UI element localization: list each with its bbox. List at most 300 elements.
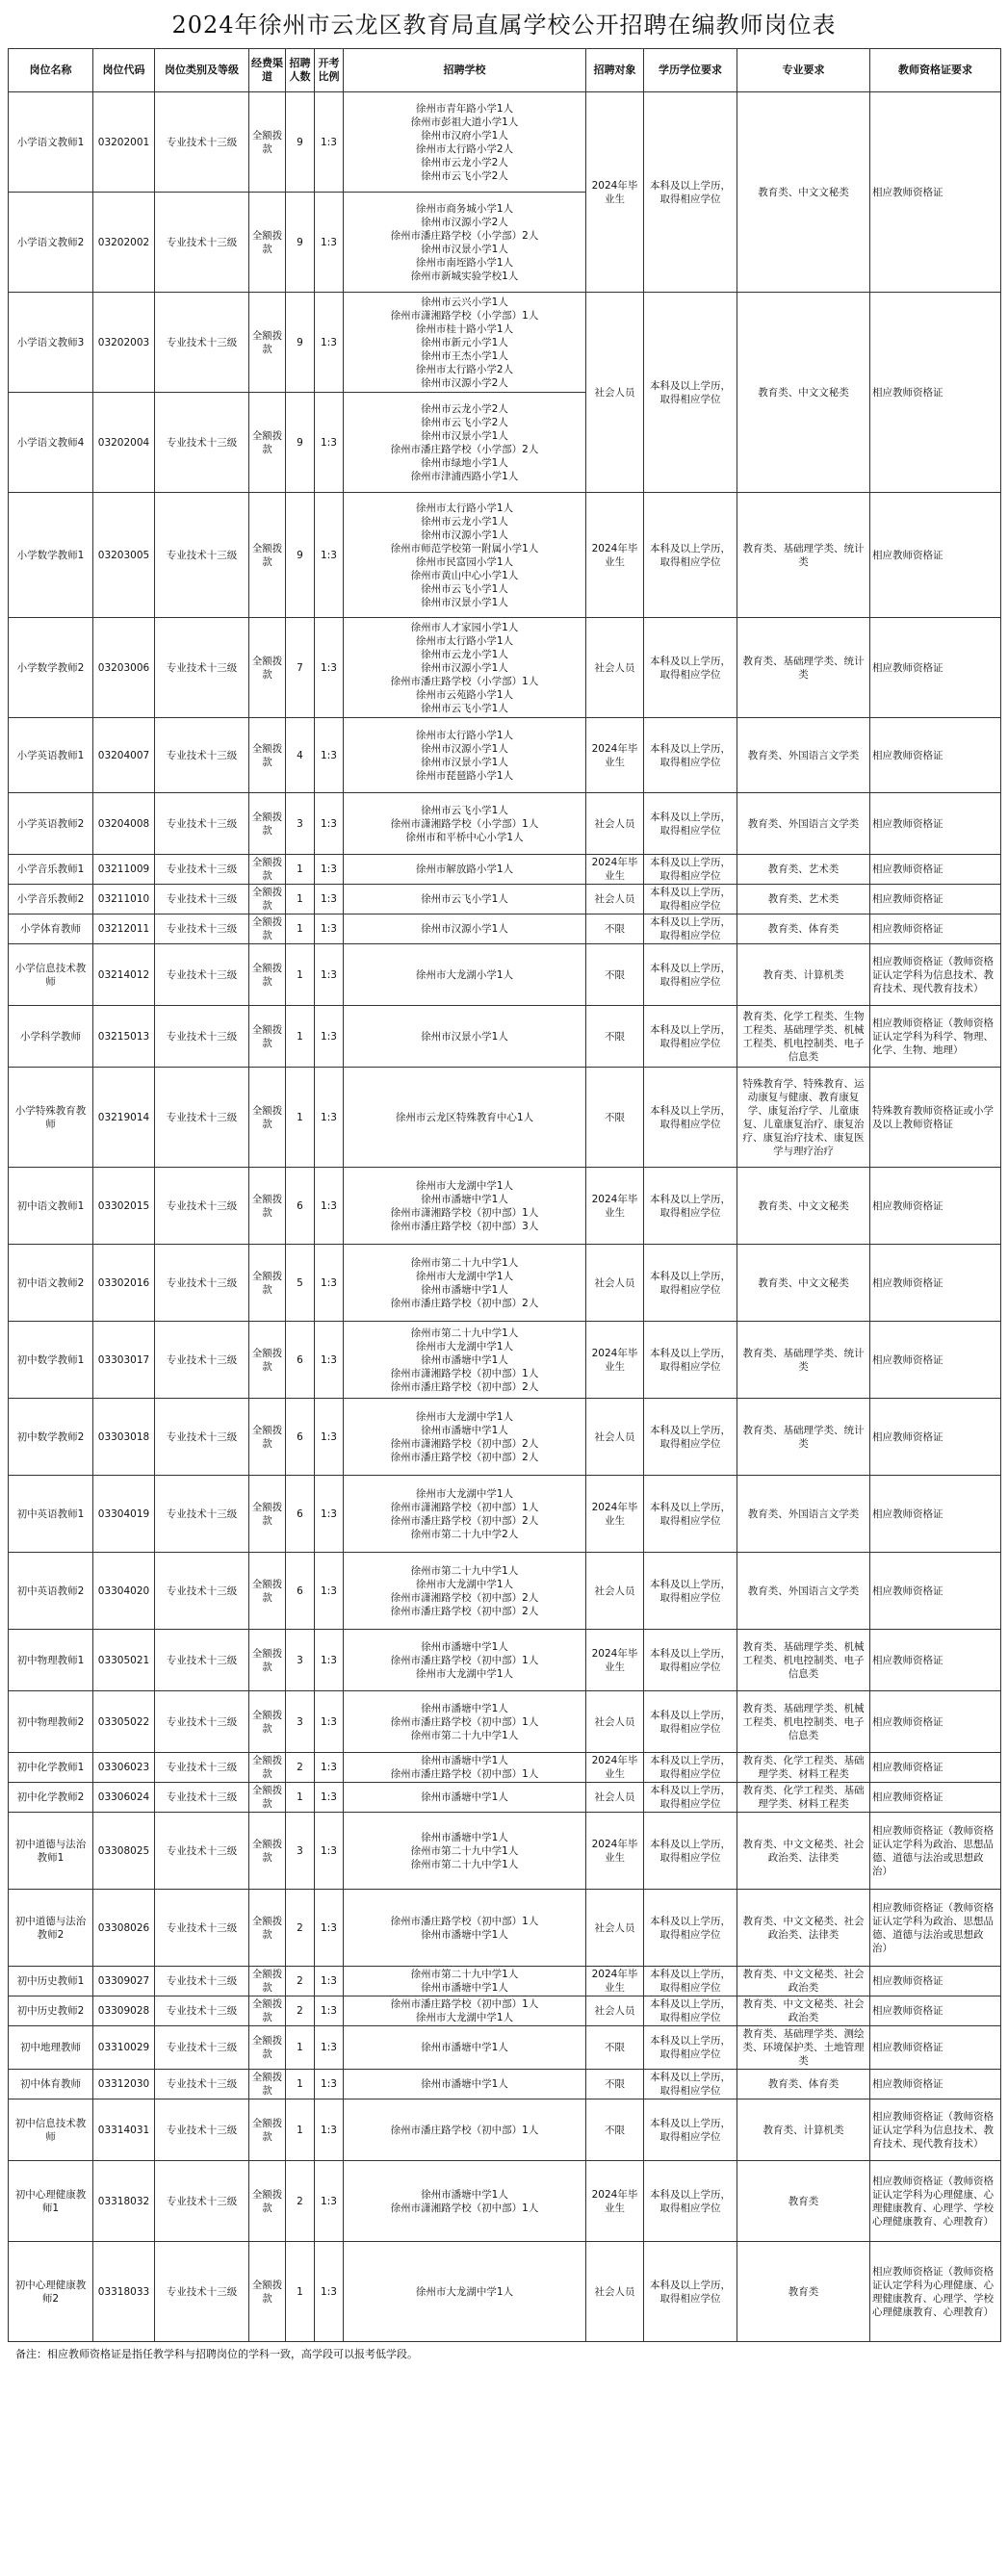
- major-cell: 教育类: [737, 2242, 870, 2342]
- position-name-cell: 初中心理健康教师2: [9, 2242, 93, 2342]
- header-position-code: 岗位代码: [93, 49, 155, 92]
- position-code-cell: 03306023: [93, 1753, 155, 1783]
- position-name-cell: 初中数学教师2: [9, 1399, 93, 1476]
- exam-ratio-cell: 1:3: [315, 793, 344, 855]
- hire-count-cell: 9: [286, 393, 315, 493]
- exam-ratio-cell: 1:3: [315, 92, 344, 193]
- table-row: [9, 1322, 1001, 1399]
- exam-ratio-cell: 1:3: [315, 718, 344, 793]
- target-cell: 社会人员: [586, 1783, 644, 1813]
- hire-count-cell: 1: [286, 855, 315, 885]
- certificate-cell: 相应教师资格证: [870, 1476, 1001, 1553]
- certificate-cell: 相应教师资格证: [870, 2026, 1001, 2070]
- target-cell: 社会人员: [586, 2242, 644, 2342]
- exam-ratio-cell: 1:3: [315, 1753, 344, 1783]
- table-row: [9, 618, 1001, 718]
- funding-cell: 全额拨款: [249, 718, 286, 793]
- schools-cell: 徐州市第二十九中学1人 徐州市大龙湖中学1人 徐州市潘塘中学1人 徐州市潇湘路学校（初中部）1人 徐州市潘庄路学校（初中部）2人: [344, 1322, 586, 1399]
- hire-count-cell: 3: [286, 1691, 315, 1753]
- position-name-cell: 小学科学教师: [9, 1006, 93, 1068]
- schools-cell: 徐州市大龙湖中学1人 徐州市潘塘中学1人 徐州市潇湘路学校（初中部）2人 徐州市潘庄路学校（初中部）2人: [344, 1399, 586, 1476]
- hire-count-cell: 2: [286, 1967, 315, 1996]
- header-hire-count: 招聘人数: [286, 49, 315, 92]
- category-level-cell: 专业技术十三级: [155, 944, 249, 1006]
- category-level-cell: 专业技术十三级: [155, 2242, 249, 2342]
- category-level-cell: 专业技术十三级: [155, 718, 249, 793]
- major-cell: 教育类、外国语言文学类: [737, 1476, 870, 1553]
- table-row: [9, 1006, 1001, 1068]
- exam-ratio-cell: 1:3: [315, 1476, 344, 1553]
- table-row: [9, 718, 1001, 793]
- funding-cell: 全额拨款: [249, 618, 286, 718]
- funding-cell: 全额拨款: [249, 1476, 286, 1553]
- exam-ratio-cell: 1:3: [315, 2242, 344, 2342]
- education-cell: 本科及以上学历，取得相应学位: [644, 493, 737, 618]
- schools-cell: 徐州市潘庄路学校（初中部）1人 徐州市大龙湖中学1人: [344, 1996, 586, 2026]
- certificate-cell: 相应教师资格证: [870, 1967, 1001, 1996]
- education-cell: 本科及以上学历，取得相应学位: [644, 718, 737, 793]
- position-code-cell: 03305022: [93, 1691, 155, 1753]
- position-name-cell: 初中英语教师1: [9, 1476, 93, 1553]
- table-header-row: [9, 49, 1001, 92]
- category-level-cell: 专业技术十三级: [155, 1691, 249, 1753]
- certificate-cell: 相应教师资格证（教师资格证认定学科为政治、思想品德、道德与法治或思想政治）: [870, 1890, 1001, 1967]
- header-target: 招聘对象: [586, 49, 644, 92]
- certificate-cell: 相应教师资格证: [870, 1783, 1001, 1813]
- major-cell: 教育类、中文文秘类、社会政治类、法律类: [737, 1813, 870, 1890]
- position-name-cell: 初中物理教师1: [9, 1630, 93, 1691]
- schools-cell: 徐州市潘塘中学1人: [344, 2026, 586, 2070]
- certificate-cell: 相应教师资格证: [870, 914, 1001, 944]
- major-cell: 教育类、基础理学类、测绘类、环境保护类、土地管理类: [737, 2026, 870, 2070]
- major-cell: 教育类、中文文秘类: [737, 1168, 870, 1245]
- education-cell: 本科及以上学历，取得相应学位: [644, 1168, 737, 1245]
- position-name-cell: 小学体育教师: [9, 914, 93, 944]
- position-code-cell: 03204008: [93, 793, 155, 855]
- hire-count-cell: 6: [286, 1553, 315, 1630]
- position-name-cell: 初中信息技术教师: [9, 2099, 93, 2161]
- table-row: [9, 2099, 1001, 2161]
- position-name-cell: 初中心理健康教师1: [9, 2161, 93, 2242]
- hire-count-cell: 1: [286, 885, 315, 914]
- education-cell: 本科及以上学历，取得相应学位: [644, 1783, 737, 1813]
- target-cell: 不限: [586, 944, 644, 1006]
- exam-ratio-cell: 1:3: [315, 493, 344, 618]
- education-cell: 本科及以上学历，取得相应学位: [644, 1890, 737, 1967]
- position-code-cell: 03318033: [93, 2242, 155, 2342]
- target-cell: 社会人员: [586, 1245, 644, 1322]
- category-level-cell: 专业技术十三级: [155, 92, 249, 193]
- hire-count-cell: 7: [286, 618, 315, 718]
- category-level-cell: 专业技术十三级: [155, 1476, 249, 1553]
- target-cell: 社会人员: [586, 1691, 644, 1753]
- hire-count-cell: 9: [286, 92, 315, 193]
- position-code-cell: 03204007: [93, 718, 155, 793]
- hire-count-cell: 2: [286, 1890, 315, 1967]
- table-row: [9, 2242, 1001, 2342]
- schools-cell: 徐州市第二十九中学1人 徐州市大龙湖中学1人 徐州市潇湘路学校（初中部）2人 徐州市潘庄路学校（初中部）2人: [344, 1553, 586, 1630]
- position-code-cell: 03203006: [93, 618, 155, 718]
- major-cell: 教育类、基础理学类、统计类: [737, 493, 870, 618]
- table-row: [9, 2161, 1001, 2242]
- page-title: 2024年徐州市云龙区教育局直属学校公开招聘在编教师岗位表: [171, 12, 837, 39]
- exam-ratio-cell: 1:3: [315, 855, 344, 885]
- major-cell: 教育类、中文文秘类: [737, 1245, 870, 1322]
- hire-count-cell: 2: [286, 2161, 315, 2242]
- table-row: [9, 1813, 1001, 1890]
- position-code-cell: 03212011: [93, 914, 155, 944]
- certificate-cell: 相应教师资格证: [870, 1168, 1001, 1245]
- education-cell: 本科及以上学历，取得相应学位: [644, 618, 737, 718]
- schools-cell: 徐州市大龙湖中学1人: [344, 2242, 586, 2342]
- schools-cell: 徐州市汉源小学1人: [344, 914, 586, 944]
- exam-ratio-cell: 1:3: [315, 2161, 344, 2242]
- education-cell: 本科及以上学历，取得相应学位: [644, 293, 737, 493]
- funding-cell: 全额拨款: [249, 855, 286, 885]
- funding-cell: 全额拨款: [249, 293, 286, 393]
- major-cell: 教育类、中文文秘类、社会政治类: [737, 1996, 870, 2026]
- position-name-cell: 小学语文教师1: [9, 92, 93, 193]
- table-row: [9, 1996, 1001, 2026]
- target-cell: 社会人员: [586, 618, 644, 718]
- education-cell: 本科及以上学历，取得相应学位: [644, 2070, 737, 2099]
- position-name-cell: 小学英语教师1: [9, 718, 93, 793]
- table-row: [9, 1245, 1001, 1322]
- hire-count-cell: 3: [286, 793, 315, 855]
- header-education: 学历学位要求: [644, 49, 737, 92]
- funding-cell: 全额拨款: [249, 393, 286, 493]
- header-schools: 招聘学校: [344, 49, 586, 92]
- position-code-cell: 03202002: [93, 193, 155, 293]
- certificate-cell: 特殊教育教师资格证或小学及以上教师资格证: [870, 1068, 1001, 1168]
- exam-ratio-cell: 1:3: [315, 1553, 344, 1630]
- target-cell: 2024年毕业生: [586, 1476, 644, 1553]
- target-cell: 不限: [586, 2070, 644, 2099]
- position-name-cell: 初中语文教师2: [9, 1245, 93, 1322]
- hire-count-cell: 1: [286, 944, 315, 1006]
- exam-ratio-cell: 1:3: [315, 1399, 344, 1476]
- position-name-cell: 小学英语教师2: [9, 793, 93, 855]
- position-name-cell: 初中英语教师2: [9, 1553, 93, 1630]
- major-cell: 教育类、体育类: [737, 2070, 870, 2099]
- certificate-cell: 相应教师资格证: [870, 618, 1001, 718]
- target-cell: 社会人员: [586, 1890, 644, 1967]
- hire-count-cell: 2: [286, 1753, 315, 1783]
- exam-ratio-cell: 1:3: [315, 193, 344, 293]
- target-cell: 社会人员: [586, 1996, 644, 2026]
- exam-ratio-cell: 1:3: [315, 1783, 344, 1813]
- major-cell: 教育类、外国语言文学类: [737, 793, 870, 855]
- funding-cell: 全额拨款: [249, 1783, 286, 1813]
- position-name-cell: 初中道德与法治教师1: [9, 1813, 93, 1890]
- schools-cell: 徐州市云飞小学1人: [344, 885, 586, 914]
- education-cell: 本科及以上学历，取得相应学位: [644, 2161, 737, 2242]
- funding-cell: 全额拨款: [249, 1168, 286, 1245]
- exam-ratio-cell: 1:3: [315, 293, 344, 393]
- major-cell: 教育类、中文文秘类、社会政治类: [737, 1967, 870, 1996]
- category-level-cell: 专业技术十三级: [155, 193, 249, 293]
- funding-cell: 全额拨款: [249, 793, 286, 855]
- certificate-cell: 相应教师资格证: [870, 1553, 1001, 1630]
- schools-cell: 徐州市潘塘中学1人: [344, 1783, 586, 1813]
- certificate-cell: 相应教师资格证（教师资格证认定学科为心理健康、心理健康教育、心理学、学校心理健康教育、心理教育）: [870, 2242, 1001, 2342]
- education-cell: 本科及以上学历，取得相应学位: [644, 1813, 737, 1890]
- funding-cell: 全额拨款: [249, 1245, 286, 1322]
- position-name-cell: 初中历史教师1: [9, 1967, 93, 1996]
- category-level-cell: 专业技术十三级: [155, 1399, 249, 1476]
- certificate-cell: 相应教师资格证（教师资格证认定学科为科学、物理、化学、生物、地理）: [870, 1006, 1001, 1068]
- position-name-cell: 初中化学教师2: [9, 1783, 93, 1813]
- category-level-cell: 专业技术十三级: [155, 1245, 249, 1322]
- table-row: [9, 1553, 1001, 1630]
- education-cell: 本科及以上学历，取得相应学位: [644, 1006, 737, 1068]
- exam-ratio-cell: 1:3: [315, 1006, 344, 1068]
- certificate-cell: 相应教师资格证: [870, 855, 1001, 885]
- schools-cell: 徐州市潘塘中学1人 徐州市第二十九中学1人 徐州市第二十九中学1人: [344, 1813, 586, 1890]
- major-cell: 教育类、基础理学类、机械工程类、机电控制类、电子信息类: [737, 1691, 870, 1753]
- exam-ratio-cell: 1:3: [315, 2070, 344, 2099]
- table-row: [9, 1168, 1001, 1245]
- footnote: 备注：相应教师资格证是指任教学科与招聘岗位的学科一致，高学段可以报考低学段。: [15, 2348, 418, 2360]
- hire-count-cell: 3: [286, 1630, 315, 1691]
- schools-cell: 徐州市云兴小学1人 徐州市潇湘路学校（小学部）1人 徐州市桂十路小学1人 徐州市新元小学1人 徐州市王杰小学1人 徐州市太行路小学2人 徐州市汉源小学2人: [344, 293, 586, 393]
- education-cell: 本科及以上学历，取得相应学位: [644, 1322, 737, 1399]
- major-cell: 教育类、中文文秘类: [737, 92, 870, 293]
- target-cell: 2024年毕业生: [586, 1753, 644, 1783]
- schools-cell: 徐州市大龙湖中学1人 徐州市潘塘中学1人 徐州市潇湘路学校（初中部）1人 徐州市潘庄路学校（初中部）3人: [344, 1168, 586, 1245]
- position-name-cell: 小学信息技术教师: [9, 944, 93, 1006]
- hire-count-cell: 1: [286, 2099, 315, 2161]
- funding-cell: 全额拨款: [249, 1322, 286, 1399]
- major-cell: 教育类、计算机类: [737, 2099, 870, 2161]
- header-major: 专业要求: [737, 49, 870, 92]
- education-cell: 本科及以上学历，取得相应学位: [644, 2099, 737, 2161]
- category-level-cell: 专业技术十三级: [155, 793, 249, 855]
- schools-cell: 徐州市大龙湖中学1人 徐州市潇湘路学校（初中部）1人 徐州市潘庄路学校（初中部）2人 徐州市第二十九中学2人: [344, 1476, 586, 1553]
- major-cell: 教育类、基础理学类、统计类: [737, 1322, 870, 1399]
- target-cell: 2024年毕业生: [586, 2161, 644, 2242]
- hire-count-cell: 4: [286, 718, 315, 793]
- exam-ratio-cell: 1:3: [315, 944, 344, 1006]
- position-code-cell: 03202004: [93, 393, 155, 493]
- hire-count-cell: 1: [286, 1006, 315, 1068]
- major-cell: 教育类、艺术类: [737, 885, 870, 914]
- category-level-cell: 专业技术十三级: [155, 1890, 249, 1967]
- header-exam-ratio: 开考比例: [315, 49, 344, 92]
- funding-cell: 全额拨款: [249, 1691, 286, 1753]
- target-cell: 社会人员: [586, 793, 644, 855]
- schools-cell: 徐州市大龙湖小学1人: [344, 944, 586, 1006]
- hire-count-cell: 1: [286, 2242, 315, 2342]
- certificate-cell: 相应教师资格证: [870, 1691, 1001, 1753]
- schools-cell: 徐州市青年路小学1人 徐州市彭祖大道小学1人 徐州市汉府小学1人 徐州市太行路小学2人 徐州市云龙小学2人 徐州市云飞小学2人: [344, 92, 586, 193]
- position-code-cell: 03303017: [93, 1322, 155, 1399]
- certificate-cell: 相应教师资格证: [870, 92, 1001, 293]
- category-level-cell: 专业技术十三级: [155, 393, 249, 493]
- table-row: [9, 1399, 1001, 1476]
- certificate-cell: 相应教师资格证: [870, 1322, 1001, 1399]
- funding-cell: 全额拨款: [249, 944, 286, 1006]
- position-code-cell: 03314031: [93, 2099, 155, 2161]
- major-cell: 教育类、体育类: [737, 914, 870, 944]
- certificate-cell: 相应教师资格证: [870, 293, 1001, 493]
- exam-ratio-cell: 1:3: [315, 1068, 344, 1168]
- position-name-cell: 初中化学教师1: [9, 1753, 93, 1783]
- major-cell: 教育类、基础理学类、统计类: [737, 1399, 870, 1476]
- certificate-cell: 相应教师资格证: [870, 793, 1001, 855]
- major-cell: 教育类、基础理学类、统计类: [737, 618, 870, 718]
- target-cell: 不限: [586, 2026, 644, 2070]
- exam-ratio-cell: 1:3: [315, 914, 344, 944]
- schools-cell: 徐州市潘庄路学校（初中部）1人 徐州市潘塘中学1人: [344, 1890, 586, 1967]
- certificate-cell: 相应教师资格证: [870, 885, 1001, 914]
- table-row: [9, 92, 1001, 193]
- hire-count-cell: 6: [286, 1399, 315, 1476]
- position-code-cell: 03302016: [93, 1245, 155, 1322]
- position-code-cell: 03303018: [93, 1399, 155, 1476]
- table-row: [9, 493, 1001, 618]
- exam-ratio-cell: 1:3: [315, 1630, 344, 1691]
- target-cell: 不限: [586, 1006, 644, 1068]
- funding-cell: 全额拨款: [249, 92, 286, 193]
- category-level-cell: 专业技术十三级: [155, 914, 249, 944]
- table-row: [9, 944, 1001, 1006]
- exam-ratio-cell: 1:3: [315, 1691, 344, 1753]
- position-code-cell: 03215013: [93, 1006, 155, 1068]
- table-row: [9, 1967, 1001, 1996]
- schools-cell: 徐州市潘塘中学1人 徐州市潘庄路学校（初中部）1人 徐州市第二十九中学1人: [344, 1691, 586, 1753]
- category-level-cell: 专业技术十三级: [155, 1322, 249, 1399]
- position-name-cell: 小学语文教师3: [9, 293, 93, 393]
- position-code-cell: 03211010: [93, 885, 155, 914]
- education-cell: 本科及以上学历，取得相应学位: [644, 944, 737, 1006]
- hire-count-cell: 9: [286, 193, 315, 293]
- position-code-cell: 03318032: [93, 2161, 155, 2242]
- major-cell: 教育类、化学工程类、生物工程类、基础理学类、机械工程类、机电控制类、电子信息类: [737, 1006, 870, 1068]
- category-level-cell: 专业技术十三级: [155, 855, 249, 885]
- table-row: [9, 1691, 1001, 1753]
- funding-cell: 全额拨款: [249, 2026, 286, 2070]
- major-cell: 教育类、基础理学类、机械工程类、机电控制类、电子信息类: [737, 1630, 870, 1691]
- position-name-cell: 初中数学教师1: [9, 1322, 93, 1399]
- category-level-cell: 专业技术十三级: [155, 1630, 249, 1691]
- funding-cell: 全额拨款: [249, 1813, 286, 1890]
- exam-ratio-cell: 1:3: [315, 1813, 344, 1890]
- header-position-name: 岗位名称: [9, 49, 93, 92]
- exam-ratio-cell: 1:3: [315, 1996, 344, 2026]
- schools-cell: 徐州市潘庄路学校（初中部）1人: [344, 2099, 586, 2161]
- major-cell: 教育类、中文文秘类、社会政治类、法律类: [737, 1890, 870, 1967]
- target-cell: 2024年毕业生: [586, 1630, 644, 1691]
- funding-cell: 全额拨款: [249, 2070, 286, 2099]
- certificate-cell: 相应教师资格证: [870, 718, 1001, 793]
- table-row: [9, 293, 1001, 393]
- certificate-cell: 相应教师资格证: [870, 1753, 1001, 1783]
- education-cell: 本科及以上学历，取得相应学位: [644, 1691, 737, 1753]
- position-name-cell: 小学语文教师2: [9, 193, 93, 293]
- position-name-cell: 初中地理教师: [9, 2026, 93, 2070]
- category-level-cell: 专业技术十三级: [155, 293, 249, 393]
- schools-cell: 徐州市潘塘中学1人 徐州市潘庄路学校（初中部）1人 徐州市大龙湖中学1人: [344, 1630, 586, 1691]
- target-cell: 2024年毕业生: [586, 718, 644, 793]
- funding-cell: 全额拨款: [249, 2161, 286, 2242]
- funding-cell: 全额拨款: [249, 2242, 286, 2342]
- hire-count-cell: 6: [286, 1476, 315, 1553]
- table-row: [9, 1068, 1001, 1168]
- category-level-cell: 专业技术十三级: [155, 1996, 249, 2026]
- position-code-cell: 03219014: [93, 1068, 155, 1168]
- position-name-cell: 小学音乐教师1: [9, 855, 93, 885]
- position-name-cell: 初中道德与法治教师2: [9, 1890, 93, 1967]
- position-code-cell: 03305021: [93, 1630, 155, 1691]
- category-level-cell: 专业技术十三级: [155, 2026, 249, 2070]
- position-code-cell: 03310029: [93, 2026, 155, 2070]
- certificate-cell: 相应教师资格证（教师资格证认定学科为信息技术、教育技术、现代教育技术）: [870, 2099, 1001, 2161]
- category-level-cell: 专业技术十三级: [155, 1006, 249, 1068]
- table-row: [9, 1783, 1001, 1813]
- position-code-cell: 03304020: [93, 1553, 155, 1630]
- table-row: [9, 2026, 1001, 2070]
- exam-ratio-cell: 1:3: [315, 618, 344, 718]
- hire-count-cell: 1: [286, 2026, 315, 2070]
- schools-cell: 徐州市太行路小学1人 徐州市云龙小学1人 徐州市汉源小学1人 徐州市师范学校第一附属小学1人 徐州市民富园小学1人 徐州市黄山中心小学1人 徐州市云飞小学1人 徐州市汉景小学1人: [344, 493, 586, 618]
- funding-cell: 全额拨款: [249, 1967, 286, 1996]
- target-cell: 不限: [586, 2099, 644, 2161]
- category-level-cell: 专业技术十三级: [155, 2099, 249, 2161]
- position-code-cell: 03302015: [93, 1168, 155, 1245]
- major-cell: 教育类、化学工程类、基础理学类、材料工程类: [737, 1783, 870, 1813]
- category-level-cell: 专业技术十三级: [155, 618, 249, 718]
- position-code-cell: 03203005: [93, 493, 155, 618]
- table-row: [9, 1890, 1001, 1967]
- funding-cell: 全额拨款: [249, 914, 286, 944]
- category-level-cell: 专业技术十三级: [155, 1753, 249, 1783]
- category-level-cell: 专业技术十三级: [155, 2070, 249, 2099]
- hire-count-cell: 1: [286, 914, 315, 944]
- education-cell: 本科及以上学历，取得相应学位: [644, 793, 737, 855]
- schools-cell: 徐州市云龙小学2人 徐州市云飞小学2人 徐州市汉景小学1人 徐州市潘庄路学校（小学部）2人 徐州市绿地小学1人 徐州市津浦西路小学1人: [344, 393, 586, 493]
- table-row: [9, 793, 1001, 855]
- funding-cell: 全额拨款: [249, 1068, 286, 1168]
- position-name-cell: 小学特殊教育教师: [9, 1068, 93, 1168]
- table-row: [9, 1753, 1001, 1783]
- target-cell: 2024年毕业生: [586, 1168, 644, 1245]
- table-row: [9, 1630, 1001, 1691]
- funding-cell: 全额拨款: [249, 193, 286, 293]
- position-code-cell: 03214012: [93, 944, 155, 1006]
- schools-cell: 徐州市潘塘中学1人: [344, 2070, 586, 2099]
- position-name-cell: 初中体育教师: [9, 2070, 93, 2099]
- category-level-cell: 专业技术十三级: [155, 1967, 249, 1996]
- position-code-cell: 03308025: [93, 1813, 155, 1890]
- funding-cell: 全额拨款: [249, 1996, 286, 2026]
- hire-count-cell: 3: [286, 1813, 315, 1890]
- funding-cell: 全额拨款: [249, 885, 286, 914]
- table-row: [9, 885, 1001, 914]
- hire-count-cell: 6: [286, 1168, 315, 1245]
- funding-cell: 全额拨款: [249, 1890, 286, 1967]
- exam-ratio-cell: 1:3: [315, 393, 344, 493]
- target-cell: 社会人员: [586, 885, 644, 914]
- funding-cell: 全额拨款: [249, 1753, 286, 1783]
- target-cell: 社会人员: [586, 293, 644, 493]
- education-cell: 本科及以上学历，取得相应学位: [644, 1068, 737, 1168]
- position-name-cell: 初中语文教师1: [9, 1168, 93, 1245]
- major-cell: 教育类、艺术类: [737, 855, 870, 885]
- position-code-cell: 03211009: [93, 855, 155, 885]
- exam-ratio-cell: 1:3: [315, 885, 344, 914]
- target-cell: 社会人员: [586, 1399, 644, 1476]
